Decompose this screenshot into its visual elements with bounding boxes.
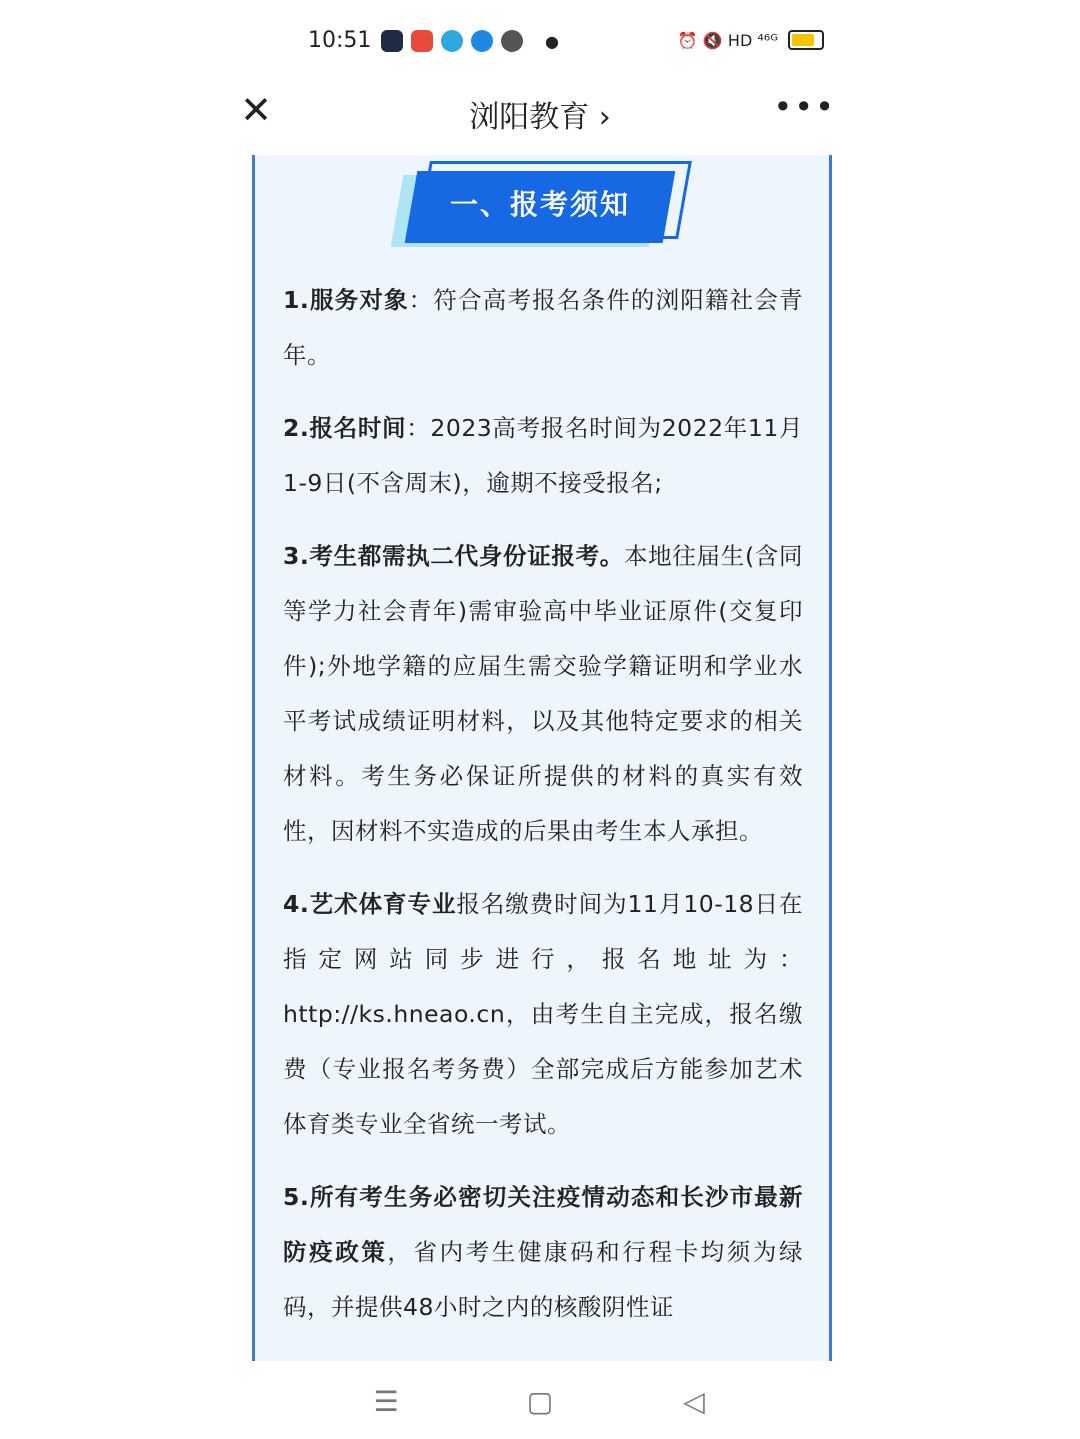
menu-icon[interactable]: ☰: [373, 1385, 399, 1418]
close-icon[interactable]: ✕: [240, 88, 272, 132]
paragraph-heading: 2.报名时间: [283, 414, 407, 442]
paragraph-text: ：符合高考报名条件的浏阳籍社会青年。: [283, 286, 804, 369]
more-options-icon[interactable]: •••: [773, 88, 836, 126]
phone-screen: [216, 0, 864, 1439]
paragraph-text: ：2023高考报名时间为2022年11月1-9日(不含周末)，逾期不接受报名;: [283, 414, 804, 497]
system-status-icons: ⏰ 🔇 HD ⁴⁶ᴳ: [677, 30, 778, 50]
app-notification-icon: [501, 30, 523, 52]
system-icons: [678, 30, 824, 50]
status-bar: [216, 18, 864, 66]
article-body: [283, 273, 803, 1353]
paragraph-heading: 5.所有考生务必密切关注疫情动态和长沙市最新防疫政策: [283, 1183, 803, 1266]
notice-paragraph: [283, 529, 803, 859]
section-banner: [405, 165, 685, 255]
paragraph-heading: 3.考生都需执二代身份证报考。: [283, 542, 624, 570]
home-icon[interactable]: ▢: [526, 1385, 554, 1418]
more-notifications-dot-icon: ●: [545, 31, 559, 51]
top-navigation-bar: [216, 80, 864, 150]
app-notification-icon: [381, 30, 403, 52]
paragraph-heading: 1.服务对象: [283, 286, 409, 314]
app-notification-icon: [411, 30, 433, 52]
page-title[interactable]: 浏阳教育 ›: [469, 100, 611, 135]
app-notification-icon: [471, 30, 493, 52]
paragraph-text: ，省内考生健康码和行程卡均须为绿码，并提供48小时之内的核酸阴性证: [283, 1238, 804, 1321]
paragraph-heading: 4.艺术体育专业: [283, 890, 457, 918]
status-time: 10:51: [308, 28, 372, 53]
notice-paragraph: [283, 273, 803, 383]
paragraph-text: 本地往届生(含同等学力社会青年)需审验高中毕业证原件(交复印件);外地学籍的应届生需交验学籍证明和学业水平考试成绩证明材料，以及其他特定要求的相关材料。考生务必保证所提供的材料的真实有效性，因材料不实造成的后果由考生本人承担。: [283, 542, 804, 845]
back-icon[interactable]: ◁: [683, 1385, 705, 1418]
article-content: [252, 155, 832, 1361]
app-notification-icon: [441, 30, 463, 52]
paragraph-text: 报名缴费时间为11月10-18日在指定网站同步进行，报名地址为：http://ks.hneao.cn，由考生自主完成，报名缴费（专业报名考务费）全部完成后方能参加艺术体育类专业全省统一考试。: [283, 890, 803, 1138]
section-heading: 一、报考须知: [449, 188, 630, 221]
notification-icons: [381, 30, 559, 52]
system-navigation-bar: [216, 1362, 864, 1439]
notice-paragraph: [283, 1170, 803, 1335]
battery-icon: [788, 30, 824, 50]
notice-paragraph: [283, 401, 803, 511]
notice-paragraph: [283, 877, 803, 1152]
